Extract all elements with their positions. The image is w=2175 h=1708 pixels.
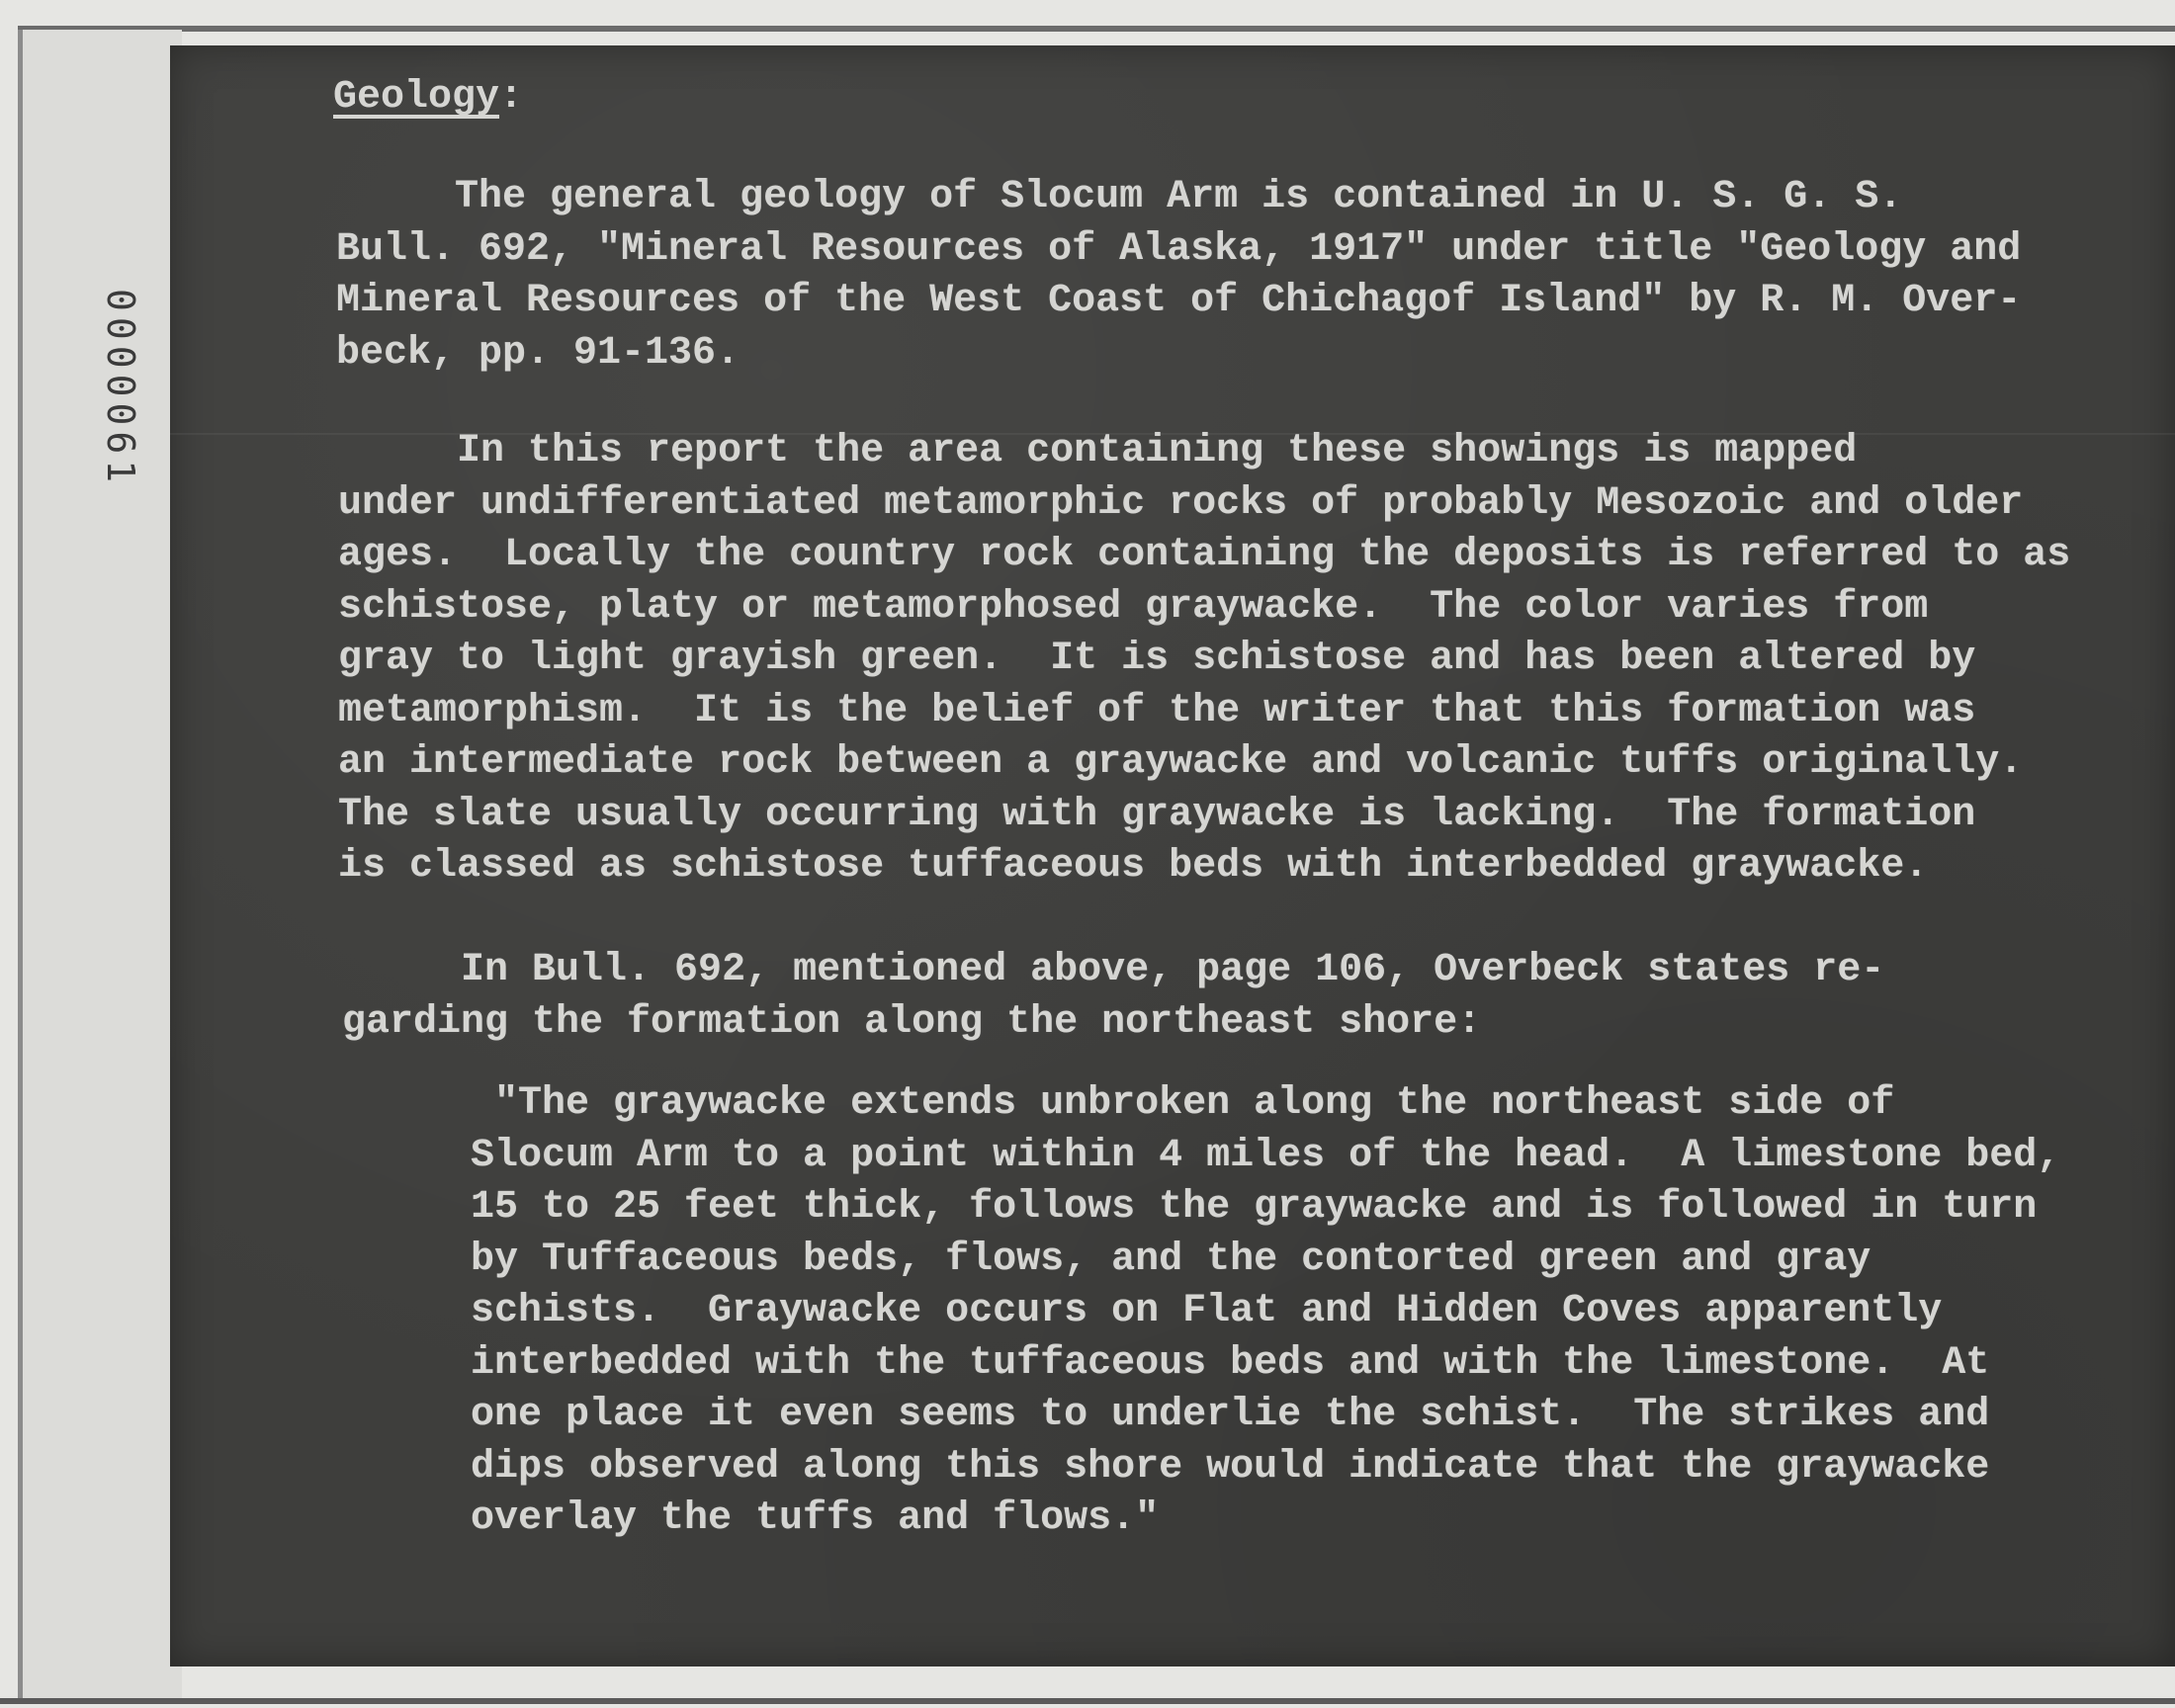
text-line: beck, pp. 91-136. xyxy=(336,330,740,376)
text-line: overlay the tuffs and flows." xyxy=(471,1496,1160,1541)
text-line: The slate usually occurring with graywacke is lacking. The formation xyxy=(338,792,1976,837)
top-border-rule xyxy=(18,26,2175,32)
bottom-border-rule xyxy=(0,1698,2175,1704)
text-line: by Tuffaceous beds, flows, and the contorted green and gray xyxy=(471,1237,1871,1282)
typed-body xyxy=(170,45,2175,1666)
text-line: interbedded with the tuffaceous beds and with the limestone. At xyxy=(471,1340,1990,1386)
text-line: under undifferentiated metamorphic rocks of probably Mesozoic and older xyxy=(338,480,2024,526)
text-line: schists. Graywacke occurs on Flat and Hidden Coves apparently xyxy=(471,1289,1943,1333)
text-line: an intermediate rock between a graywacke and volcanic tuffs originally. xyxy=(338,740,2024,785)
text-line: one place it even seems to underlie the schist. The strikes and xyxy=(471,1393,1990,1437)
text-line: In this report the area containing these showings is mapped xyxy=(338,429,1858,473)
text-line: garding the formation along the northeast shore: xyxy=(342,999,1482,1045)
heading-text: Geology xyxy=(333,75,500,120)
text-line: In Bull. 692, mentioned above, page 106, Overbeck states re- xyxy=(342,948,1885,992)
typed-document-sheet xyxy=(170,45,2175,1666)
text-line: is classed as schistose tuffaceous beds with interbedded graywacke. xyxy=(338,844,1929,889)
text-line: metamorphism. It is the belief of the writer that this formation was xyxy=(338,688,1976,733)
heading-colon: : xyxy=(499,75,524,120)
text-line: gray to light grayish green. It is schistose and has been altered by xyxy=(338,637,1976,681)
paragraph-report-area xyxy=(338,426,2070,894)
text-line: ages. Locally the country rock containing the deposits is referred to as xyxy=(338,533,2071,577)
text-line: 15 to 25 feet thick, follows the graywacke and is followed in turn xyxy=(471,1185,2038,1230)
text-line: Slocum Arm to a point within 4 miles of the head. A limestone bed, xyxy=(471,1133,2061,1178)
text-line: dips observed along this shore would indicate that the graywacke xyxy=(471,1444,1990,1490)
block-quotation xyxy=(471,1078,2060,1546)
text-line: The general geology of Slocum Arm is contained in U. S. G. S. xyxy=(336,175,1903,219)
paragraph-general-geology xyxy=(336,172,2021,380)
text-line: Mineral Resources of the West Coast of Chichagof Island" by R. M. Over- xyxy=(336,279,2022,323)
frame-number: 0000061 xyxy=(99,289,142,489)
text-line: "The graywacke extends unbroken along the northeast side of xyxy=(471,1081,1895,1126)
left-border-rule xyxy=(18,30,23,1700)
left-margin-strip xyxy=(18,30,182,1700)
text-line: schistose, platy or metamorphosed graywacke. The color varies from xyxy=(338,584,1929,630)
paragraph-overbeck-intro xyxy=(342,945,1884,1049)
text-line: Bull. 692, "Mineral Resources of Alaska, 1917" under title "Geology and xyxy=(336,226,2022,272)
